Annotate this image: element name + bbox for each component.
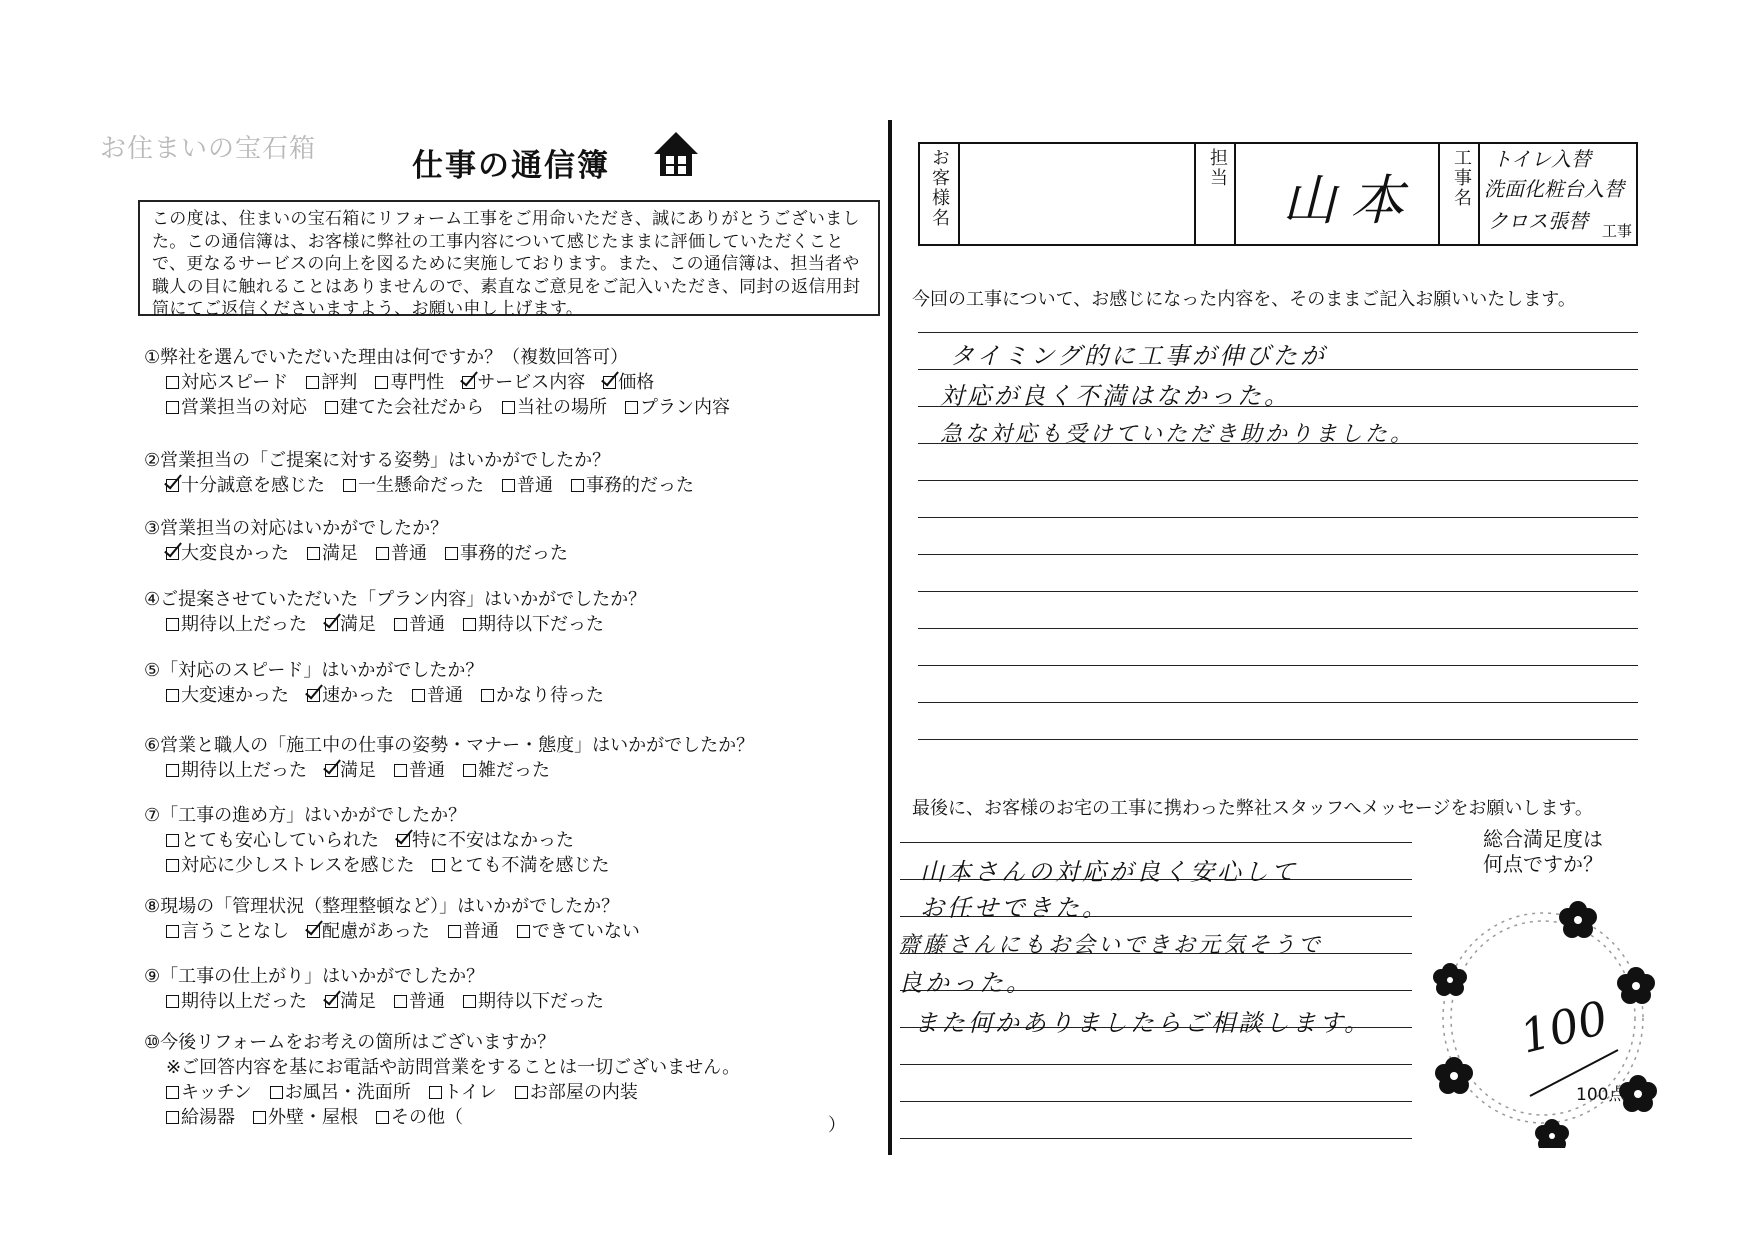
- checkbox-icon[interactable]: [412, 689, 425, 702]
- option-checkbox[interactable]: [463, 991, 604, 1013]
- option-checkbox[interactable]: [502, 475, 553, 497]
- work-line-2: 洗面化粧台入替: [1484, 177, 1624, 201]
- checkbox-icon[interactable]: [270, 1086, 283, 1099]
- checkbox-icon[interactable]: [463, 995, 476, 1008]
- ruled-line: [900, 1138, 1412, 1139]
- option-checkbox[interactable]: [166, 760, 307, 782]
- option-checkbox[interactable]: [166, 1082, 252, 1104]
- option-label: お部屋の内装: [529, 1082, 638, 1103]
- question-6-options: [166, 760, 568, 782]
- checkbox-icon[interactable]: [517, 925, 530, 938]
- option-checkbox[interactable]: [571, 475, 694, 497]
- question-6: ⑥営業と職人の「施工中の仕事の姿勢・マナー・態度」はいかがでしたか？: [144, 735, 755, 756]
- intro-text: この度は、住まいの宝石箱にリフォーム工事をご用命いただき、誠にありがとうございました。この通信簿は、お客様に弊社の工事内容について感じたままに評価していただくことで、更なるサービスの向上を図るために実施しております。また、この通信簿は、担当者や職人の目に触れることはありませんので、素直なご意見をご記入いただき、同封の返信用封筒にてご返信くださいますよう、お願い申し上げます。: [138, 200, 880, 316]
- checked-box-icon[interactable]: [325, 995, 338, 1008]
- checkbox-icon[interactable]: [376, 1111, 389, 1124]
- checkbox-icon[interactable]: [515, 1086, 528, 1099]
- option-label: 営業担当の対応: [181, 397, 307, 418]
- message-line-3: 齋藤さんにもお会いできお元気そうで: [898, 933, 1324, 958]
- question-3: ③営業担当の対応はいかがでしたか？: [144, 518, 449, 539]
- option-checkbox[interactable]: [253, 1107, 358, 1129]
- option-label: 事務的だった: [460, 543, 568, 564]
- option-label: 専門性: [390, 372, 445, 393]
- option-label: 普通: [409, 614, 445, 635]
- ruled-line: [918, 332, 1638, 333]
- question-1-options: [166, 397, 748, 419]
- option-label: サービス内容: [477, 372, 586, 393]
- page-title: 仕事の通信簿: [412, 148, 610, 184]
- question-7-options: [166, 830, 592, 852]
- option-label: 事務的だった: [586, 475, 694, 496]
- checkbox-icon[interactable]: [166, 1086, 179, 1099]
- ruled-line: [918, 480, 1638, 481]
- option-checkbox[interactable]: [375, 372, 444, 394]
- question-9-options: [166, 991, 622, 1013]
- checkbox-icon[interactable]: [166, 764, 179, 777]
- question-5: ⑤「対応のスピード」はいかがでしたか？: [144, 660, 484, 681]
- option-label: 満足: [322, 543, 358, 564]
- option-label: 満足: [340, 991, 376, 1012]
- option-label: 配慮があった: [322, 921, 430, 942]
- checkbox-icon[interactable]: [166, 689, 179, 702]
- comment-1-line-1: タイミング的に工事が伸びたが: [950, 342, 1328, 370]
- option-checkbox[interactable]: [166, 855, 414, 877]
- checkbox-icon[interactable]: [253, 1111, 266, 1124]
- question-9: ⑨「工事の仕上がり」はいかがでしたか？: [144, 966, 485, 987]
- checked-box-icon[interactable]: [325, 618, 338, 631]
- option-label: 普通: [409, 760, 445, 781]
- work-suffix: 工事: [1602, 222, 1633, 240]
- checkbox-icon[interactable]: [394, 764, 407, 777]
- work-line-1: トイレ入替: [1492, 147, 1591, 171]
- option-checkbox[interactable]: [325, 397, 484, 419]
- option-label: 期待以下だった: [478, 991, 604, 1012]
- page-divider: [888, 120, 892, 1155]
- instruction-comments: 今回の工事について、お感じになった内容を、そのままご記入お願いいたします。: [912, 289, 1576, 310]
- ruled-line: [918, 517, 1638, 518]
- option-label: できていない: [531, 921, 640, 942]
- customer-label: お客様名: [929, 148, 950, 228]
- option-checkbox[interactable]: [394, 614, 445, 636]
- checked-box-icon[interactable]: [307, 925, 320, 938]
- ruled-line: [918, 665, 1638, 666]
- question-10-options: [166, 1082, 656, 1104]
- option-label: 大変速かった: [181, 685, 289, 706]
- option-label: 満足: [340, 760, 376, 781]
- checkbox-icon[interactable]: [502, 401, 515, 414]
- checked-box-icon[interactable]: [166, 547, 179, 560]
- ruled-line: [918, 628, 1638, 629]
- option-checkbox[interactable]: [343, 475, 484, 497]
- option-checkbox[interactable]: [166, 397, 307, 419]
- option-checkbox[interactable]: [394, 991, 445, 1013]
- score-label-1: 総合満足度は: [1483, 827, 1603, 851]
- option-label: キッチン: [181, 1082, 252, 1103]
- option-label: 速かった: [322, 685, 394, 706]
- ruled-line: [918, 554, 1638, 555]
- option-label: 期待以上だった: [181, 614, 307, 635]
- checkbox-icon[interactable]: [325, 401, 338, 414]
- question-7-options: [166, 855, 627, 877]
- house-icon: [652, 130, 700, 182]
- option-checkbox[interactable]: [166, 830, 379, 852]
- checkbox-icon[interactable]: [432, 859, 445, 872]
- option-checkbox[interactable]: [463, 614, 604, 636]
- option-checkbox[interactable]: [307, 921, 430, 943]
- option-checkbox[interactable]: [166, 372, 288, 394]
- checkbox-icon[interactable]: [306, 376, 319, 389]
- instruction-message: 最後に、お客様のお宅の工事に携わった弊社スタッフへメッセージをお願いします。: [912, 798, 1593, 819]
- option-checkbox[interactable]: [603, 372, 654, 394]
- question-2-options: [166, 475, 712, 497]
- ruled-line: [900, 1101, 1412, 1102]
- option-label: 満足: [340, 614, 376, 635]
- option-checkbox[interactable]: [502, 397, 607, 419]
- option-checkbox[interactable]: [325, 760, 376, 782]
- checkbox-icon[interactable]: [166, 1111, 179, 1124]
- option-checkbox[interactable]: [463, 760, 550, 782]
- question-2: ②営業担当の「ご提案に対する姿勢」はいかがでしたか？: [144, 450, 611, 471]
- option-checkbox[interactable]: [166, 685, 289, 707]
- option-checkbox[interactable]: [166, 543, 289, 565]
- checkbox-icon[interactable]: [394, 618, 407, 631]
- ruled-line: [918, 739, 1638, 740]
- option-checkbox[interactable]: [166, 991, 307, 1013]
- option-checkbox[interactable]: [376, 1107, 463, 1129]
- message-line-4: 良かった。: [898, 969, 1033, 997]
- checkbox-icon[interactable]: [166, 618, 179, 631]
- checkbox-icon[interactable]: [166, 925, 179, 938]
- question-7: ⑦「工事の進め方」はいかがでしたか？: [144, 805, 467, 826]
- checked-box-icon[interactable]: [166, 479, 179, 492]
- option-label: とても安心していられた: [181, 830, 379, 851]
- option-label: 普通: [462, 921, 499, 942]
- staff-field[interactable]: [1234, 144, 1438, 244]
- option-checkbox[interactable]: [166, 614, 307, 636]
- checkbox-icon[interactable]: [448, 925, 461, 938]
- checkbox-icon[interactable]: [481, 689, 494, 702]
- checkbox-icon[interactable]: [394, 995, 407, 1008]
- comment-1-line-2: 対応が良く不満はなかった。: [940, 382, 1291, 410]
- staff-label: 担当: [1207, 148, 1228, 188]
- checkbox-icon[interactable]: [166, 834, 179, 847]
- checkbox-icon[interactable]: [166, 401, 179, 414]
- option-checkbox[interactable]: [432, 855, 609, 877]
- question-8-options: [166, 921, 658, 943]
- option-checkbox[interactable]: [397, 830, 574, 852]
- work-field[interactable]: [1478, 144, 1636, 244]
- option-checkbox[interactable]: [270, 1082, 411, 1104]
- option-checkbox[interactable]: [306, 372, 357, 394]
- option-label: 期待以下だった: [478, 614, 604, 635]
- checkbox-icon[interactable]: [502, 479, 515, 492]
- option-label: 期待以上だった: [181, 760, 307, 781]
- checkbox-icon[interactable]: [625, 401, 638, 414]
- option-checkbox[interactable]: [462, 372, 585, 394]
- score-area: [1418, 828, 1668, 1148]
- option-label: 評判: [321, 372, 358, 393]
- brand-title-faint: お住まいの宝石箱: [100, 134, 317, 164]
- option-label: 十分誠意を感じた: [181, 475, 325, 496]
- ruled-line: [918, 702, 1638, 703]
- comment-1-line-3: 急な対応も受けていただき助かりました。: [940, 422, 1416, 447]
- checked-box-icon[interactable]: [462, 376, 475, 389]
- option-label: 普通: [517, 475, 553, 496]
- question-4-options: [166, 614, 622, 636]
- question-3-options: [166, 543, 586, 565]
- question-4: ④ご提案させていただいた「プラン内容」はいかがでしたか？: [144, 589, 647, 610]
- option-label: 対応に少しストレスを感じた: [181, 855, 415, 876]
- option-checkbox[interactable]: [625, 397, 730, 419]
- option-checkbox[interactable]: [166, 475, 325, 497]
- option-label: プラン内容: [640, 397, 730, 418]
- option-label: トイレ: [443, 1082, 497, 1103]
- checked-box-icon[interactable]: [603, 376, 616, 389]
- option-checkbox[interactable]: [448, 921, 499, 943]
- option-checkbox[interactable]: [325, 614, 376, 636]
- checkbox-icon[interactable]: [376, 547, 389, 560]
- checked-box-icon[interactable]: [325, 764, 338, 777]
- checkbox-icon[interactable]: [166, 376, 179, 389]
- option-label: 対応スピード: [181, 372, 289, 393]
- option-label: 期待以上だった: [181, 991, 307, 1012]
- score-label-2: 何点ですか？: [1483, 852, 1603, 876]
- checkbox-icon[interactable]: [307, 547, 320, 560]
- option-checkbox[interactable]: [307, 685, 394, 707]
- option-label: 特に不安はなかった: [412, 830, 574, 851]
- checked-box-icon[interactable]: [397, 834, 410, 847]
- option-label: かなり待った: [496, 685, 604, 706]
- message-line-1: 山本さんの対応が良く安心して: [920, 858, 1298, 886]
- option-label: 外壁・屋根: [268, 1107, 358, 1128]
- question-10-options: [166, 1107, 481, 1129]
- option-checkbox[interactable]: [166, 1107, 235, 1129]
- question-5-options: [166, 685, 622, 707]
- work-label: 工事名: [1451, 148, 1472, 208]
- checkbox-icon[interactable]: [463, 764, 476, 777]
- question-1-options: [166, 372, 672, 394]
- option-checkbox[interactable]: [515, 1082, 638, 1104]
- info-table: [918, 142, 1638, 246]
- option-label: 普通: [409, 991, 445, 1012]
- score-max: 100点: [1576, 1085, 1626, 1105]
- option-label: 価格: [618, 372, 655, 393]
- option-checkbox[interactable]: [517, 921, 640, 943]
- option-label: 雑だった: [478, 760, 550, 781]
- ruled-line: [918, 591, 1638, 592]
- message-line-2: お任せできた。: [920, 894, 1109, 922]
- question-1: ①弊社を選んでいただいた理由は何ですか？（複数回答可）: [144, 347, 629, 368]
- staff-value: 山本: [1282, 169, 1418, 232]
- option-checkbox[interactable]: [166, 921, 289, 943]
- option-label: 一生懸命だった: [358, 475, 484, 496]
- question-10-note: ※ご回答内容を基にお電話や訪問営業をすることは一切ございません。: [166, 1057, 741, 1078]
- message-line-5: また何かありましたらご相談します。: [914, 1009, 1372, 1037]
- customer-field[interactable]: [958, 144, 1194, 244]
- option-label: その他（: [391, 1107, 463, 1128]
- checked-box-icon[interactable]: [307, 689, 320, 702]
- option-checkbox[interactable]: [307, 543, 358, 565]
- checkbox-icon[interactable]: [445, 547, 458, 560]
- option-checkbox[interactable]: [445, 543, 568, 565]
- option-label: お風呂・洗面所: [284, 1082, 411, 1103]
- checkbox-icon[interactable]: [463, 618, 476, 631]
- option-checkbox[interactable]: [394, 760, 445, 782]
- option-label: 大変良かった: [181, 543, 289, 564]
- option-label: 普通: [391, 543, 427, 564]
- option-checkbox[interactable]: [429, 1082, 497, 1104]
- option-checkbox[interactable]: [412, 685, 463, 707]
- checkbox-icon[interactable]: [375, 376, 388, 389]
- option-label: 建てた会社だから: [340, 397, 484, 418]
- checkbox-icon[interactable]: [343, 479, 356, 492]
- other-close-paren: ）: [828, 1115, 846, 1136]
- option-checkbox[interactable]: [325, 991, 376, 1013]
- score-value[interactable]: 100: [1514, 990, 1614, 1064]
- option-label: 当社の場所: [517, 397, 607, 418]
- option-label: とても不満を感じた: [447, 855, 610, 876]
- work-line-3: クロス張替: [1488, 209, 1588, 233]
- option-label: 普通: [427, 685, 463, 706]
- checkbox-icon[interactable]: [166, 995, 179, 1008]
- checkbox-icon[interactable]: [429, 1086, 442, 1099]
- checkbox-icon[interactable]: [571, 479, 584, 492]
- checkbox-icon[interactable]: [166, 859, 179, 872]
- question-10: ⑩今後リフォームをお考えの箇所はございますか？: [144, 1032, 556, 1053]
- option-label: 言うことなし: [181, 921, 289, 942]
- ruled-line: [900, 1064, 1412, 1065]
- option-label: 給湯器: [181, 1107, 235, 1128]
- question-8: ⑧現場の「管理状況（整理整頓など）」はいかがでしたか？: [144, 896, 620, 917]
- option-checkbox[interactable]: [376, 543, 427, 565]
- ruled-line: [900, 842, 1412, 843]
- option-checkbox[interactable]: [481, 685, 604, 707]
